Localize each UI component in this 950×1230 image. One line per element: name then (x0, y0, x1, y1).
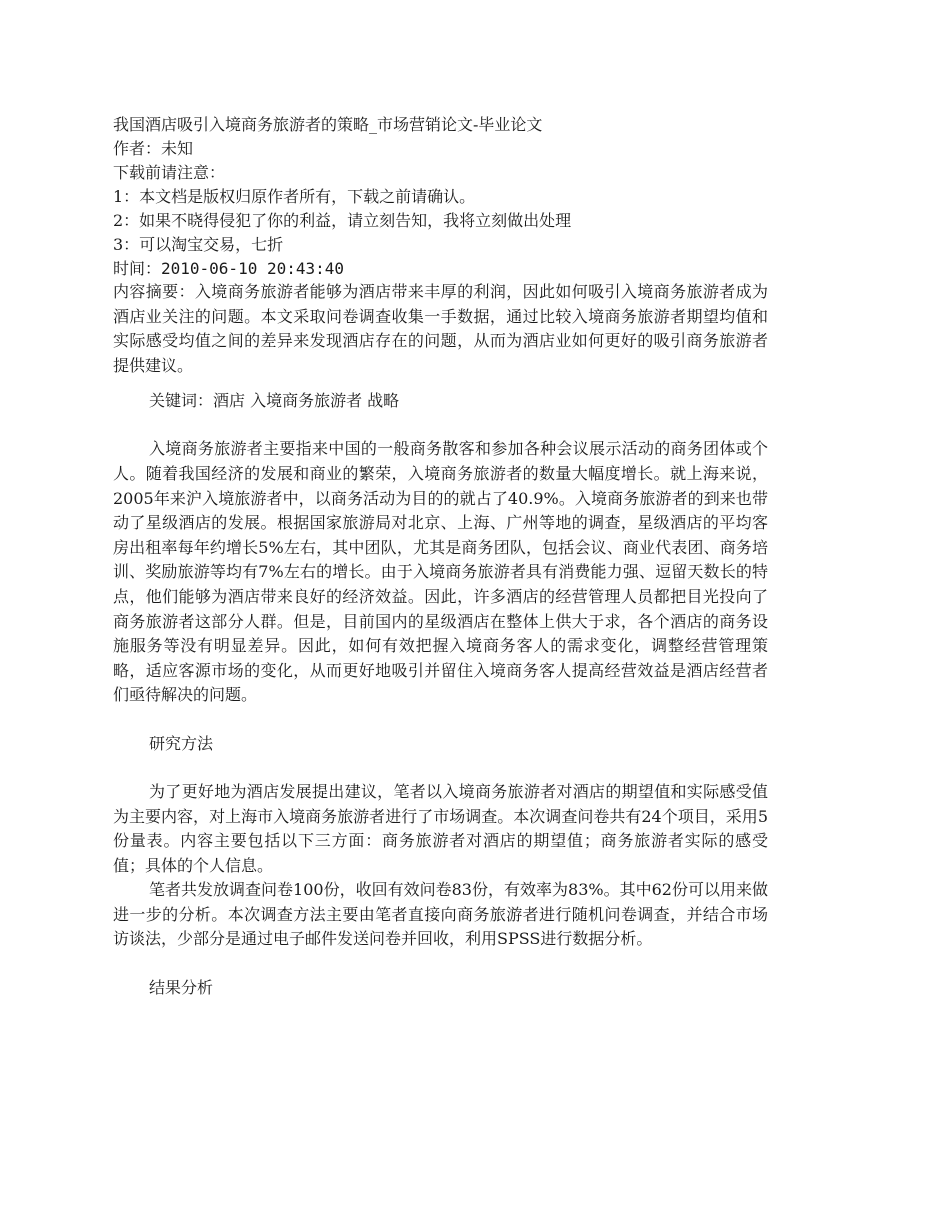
section-heading-results: 结果分析 (149, 978, 214, 998)
intro-paragraph: 入境商务旅游者主要指来中国的一般商务散客和参加各种会议展示活动的商务团体或个人。随着我国经济的发展和商业的繁荣，入境商务旅游者的数量大幅度增长。就上海来说，2005年来沪入境旅游者中，以商务活动为目的的就占了40.9%。入境商务旅游者的到来也带动了星级酒店的发展。根据国家旅游局对北京、上海、广州等地的调查，星级酒店的平均客房出租率每年约增长5%左右，其中团队，尤其是商务团队，包括会议、商业代表团、商务培训、奖励旅游等均有7%左右的增长。由于入境商务旅游者具有消费能力强、逗留天数长的特点，他们能够为酒店带来良好的经济效益。因此，许多酒店的经营管理人员都把目光投向了商务旅游者这部分人群。但是，目前国内的星级酒店在整体上供大于求，各个酒店的商务设施服务等没有明显差异。因此，如何有效把握入境商务客人的需求变化，调整经营管理策略，适应客源市场的变化，从而更好地吸引并留住入境商务客人提高经营效益是酒店经营者们亟待解决的问题。 (113, 439, 768, 705)
author-line: 作者：未知 (113, 139, 194, 158)
notice-item: 1：本文档是版权归原作者所有，下载之前请确认。 (113, 187, 476, 206)
abstract-paragraph: 内容摘要：入境商务旅游者能够为酒店带来丰厚的利润，因此如何吸引入境商务旅游者成为酒店业关注的问题。本文采取问卷调查收集一手数据，通过比较入境商务旅游者期望均值和实际感受均值之间的差异来发现酒店存在的问题，从而为酒店业如何更好的吸引商务旅游者提供建议。 (113, 282, 768, 375)
timestamp-line: 时间：2010-06-10 20:43:40 (113, 259, 345, 278)
notice-heading: 下载前请注意： (113, 163, 226, 182)
keywords-line: 关键词：酒店 入境商务旅游者 战略 (149, 391, 400, 411)
method-paragraph-1: 为了更好地为酒店发展提出建议，笔者以入境商务旅游者对酒店的期望值和实际感受值为主要内容，对上海市入境商务旅游者进行了市场调查。本次调查问卷共有24个项目，采用5份量表。内容主要包括以下三方面：商务旅游者对酒店的期望值；商务旅游者实际的感受值；具体的个人信息。 (113, 781, 768, 875)
notice-item: 3：可以淘宝交易，七折 (113, 235, 284, 254)
method-paragraph-2: 笔者共发放调查问卷100份，收回有效问卷83份，有效率为83%。其中62份可以用来做进一步的分析。本次调查方法主要由笔者直接向商务旅游者进行随机问卷调查，并结合市场访谈法，少部分是通过电子邮件发送问卷并回收，利用SPSS进行数据分析。 (113, 880, 768, 949)
document-page (113, 113, 768, 1000)
document-title: 我国酒店吸引入境商务旅游者的策略_市场营销论文-毕业论文 (113, 115, 543, 134)
section-heading-method: 研究方法 (149, 733, 214, 753)
notice-item: 2：如果不晓得侵犯了你的利益，请立刻告知，我将立刻做出处理 (113, 211, 572, 230)
